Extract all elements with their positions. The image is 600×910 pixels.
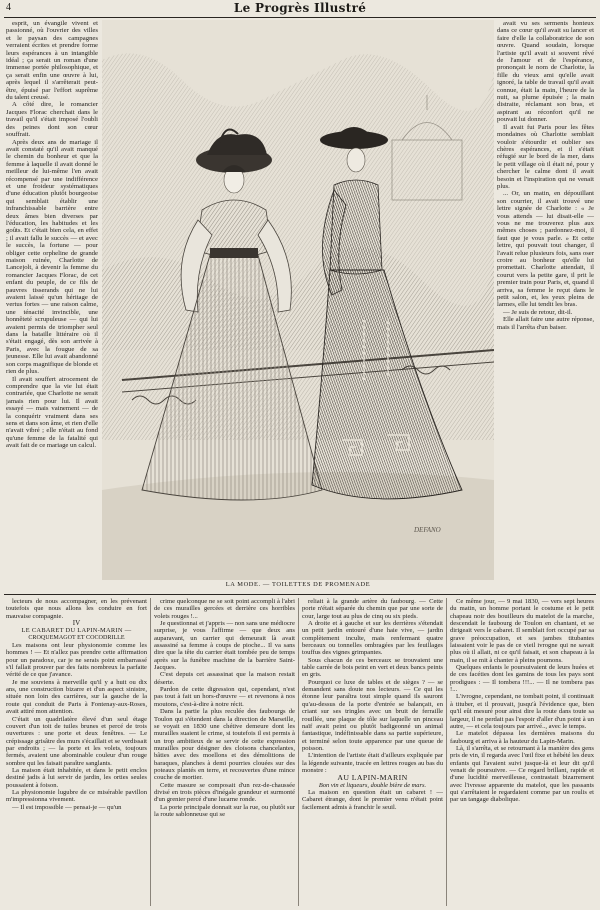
- paragraph: L'intention de l'artiste était d'ailleurs expliquée par la légende suivante, tracée en lettres rouges au bas du monstre :: [302, 752, 443, 774]
- paragraph: La maison était inhabitée, et dans le petit enclos destiné jadis à lui servir de jardin, les orties seules poussaient à foison.: [6, 766, 147, 789]
- paragraph: Je questionnai et j'appris — non sans une médiocre surprise, je vous l'affirme — que deux ans auparavant, un carrier qui demeurait là avait assassiné sa femme à coups de pioche... Il va sans dire que la tête du carrier était tombée peu de temps après sur la funèbre machine de la barrière Saint-Jacques.: [154, 620, 295, 672]
- page-number: 4: [6, 2, 11, 13]
- paragraph: avait vu ses serments honteux dans ce cœur qu'il avait su lancer et faire d'elle la collaboratrice de son œuvre. Quand soudain, lorsque l'artiste qu'il avait si souvent rêvé de l'amour et de l'espérance, prononçait le nom de Charlotte, la fille du vieux ami qu'elle avait ignoré, la table de travail qu'il avait connue, était la main, l'heure de la nuit, sa plume épuisée ; la main distraite, réclamant son bras, et aspirant au réconfort qu'il ne pouvait lui donner.: [497, 20, 594, 124]
- paragraph: ... Or, un matin, en dépouillant son courrier, il avait trouvé une lettre signée de Charlotte : « Je vous attends — lui disait-elle — vous ne me trouverez plus aux mêmes choses ; pardonnez-moi, il faut que je vous parle. » Et cette lettre, qui pouvait tout changer, il l'avait relue plusieurs fois, sans oser croire au bonheur qu'elle lui promettait. Charlotte attendait, il courut vers la petite gare, il prit le premier train pour Paris, et, quand il arriva, sa femme le reçut dans le petit salon, et, les yeux pleins de larmes, elle lui tendit les bras.: [497, 190, 594, 309]
- paragraph: La physionomie lugubre de ce misérable pavillon m'impressionna vivement.: [6, 788, 147, 804]
- paragraph: Les maisons ont leur physionomie comme les hommes ! — Et n'allez pas prendre cette affirmation pour un paradoxe, car je ne serais point embarrassé s'il fallait prouver par des faits nombreux la parfaite vérité de ce que j'avance.: [6, 642, 147, 679]
- newspaper-masthead: Le Progrès Illustré: [233, 1, 367, 15]
- engraving-two-women: [102, 20, 494, 580]
- bottom-column-4: [450, 598, 594, 906]
- right-text-column: [497, 20, 594, 600]
- bottom-column-2: [154, 598, 295, 906]
- top-rule: [4, 17, 596, 18]
- paragraph: A côté dire, le romancier Jacques Florac cherchait dans le travail qu'il s'était imposé l'oubli des peines dont son cœur souffrait.: [6, 101, 98, 139]
- paragraph: La porte principale donnait sur la rue, ou plutôt sur la route sablonneuse qui se: [154, 803, 295, 818]
- paragraph: esprit, un évangile vivent et passionné, où l'ouvrier des villes et le paysan des campagnes verraient écrites et prendre forme leurs espérances à un intangible idéal ; ça serait un roman d'une immense portée philosophique, et ça serait enfin une œuvre à lui, après lequel il s'arrêterait peut-être, épuisé par l'effort suprême du talent creusé.: [6, 20, 98, 102]
- paragraph: A droite et à gauche et sur les derrières s'étendait un petit jardin entouré d'une haie vive, — jardin complètement inculte, mais renfermant quatre berceaux ou tonnelles ombragées par les feuillages touffus des vignes grimpantes.: [302, 620, 443, 657]
- paragraph: Sous chacun de ces berceaux se trouvaient une table carrée de bois peint en vert et deux bancs peints en gris.: [302, 656, 443, 679]
- paragraph: — Je suis de retour, dit-il.: [503, 308, 573, 316]
- artist-signature: DEFANO: [414, 526, 441, 534]
- bottom-column-1: [6, 598, 147, 906]
- paragraph: Pardon de cette digression qui, cependant, n'est pas tout à fait un hors-d'œuvre — et revenons à nos moutons, c'est-à-dire à notre récit.: [154, 686, 295, 708]
- left-text-column: [6, 20, 98, 460]
- paragraph: — Il est impossible — pensai-je — qu'un: [12, 803, 122, 811]
- paragraph: Quelques enfants le poursuivaient de leurs huées et de ces facéties dont les gamins de tous les pays sont prodigues : — Il tombera !!!... — Il ne tombera pas !...: [450, 664, 594, 694]
- paragraph: Il avait souffert atrocement de comprendre que la vie lui était contrariée, que Charlotte ne serait jamais rien pour lui. Il avait essayé — mais vainement — de la conquérir vraiment dans ses sens et dans son âme, et rien d'elle n'avait vibré ; elle n'était au fond qu'une femme de la fatalité qui avait fait de ce mariage un calcul.: [6, 375, 98, 450]
- column-separator: [150, 598, 151, 906]
- section-heading: LE CABARET DU LAPIN-MARIN —: [21, 627, 132, 635]
- paragraph: lecteurs de nous accompagner, en les prévenant toutefois que nous allons les conduire en fort mauvaise compagnie.: [6, 598, 147, 620]
- paragraph: Là, il s'arrêta, et se retournant à la manière des gens pris de vin, il regarda avec l'œil fixe et hébété les deux enfants qui l'avaient suivi jusque-là et leur dit qu'il venait de poursuivre. — Ce regard brillant, rapide et d'une lucidité merveilleuse, contrastait bizarrement avec l'ivresse apparente du matelot, que les passants qui s'arrêtaient le regardaient comme par un roulis et par un tangage diabolique.: [450, 744, 594, 804]
- paragraph: Le matelot dépassa les dernières maisons du faubourg et arriva à la hauteur du Lapin-Marin.: [450, 730, 594, 745]
- paragraph: Ce même jour, — 9 mai 1830, — vers sept heures du matin, un homme portant le costume et le petit chapeau noir des bouilleurs du matelot de la marche, descendait le faubourg de Toulon en chantant, et se dirigeait vers le cabaret. Il semblait fort occupé par sa grave préoccupation, et ses jambes titubantes laissaient voir le pas de ce vieil ivrogne qui ne savait plus où il allait, ni ce qu'il faisait, et son chapeau à la main, il se mit à chanter à pleins poumons.: [450, 598, 594, 664]
- fashion-illustration: [102, 20, 494, 580]
- section-heading: AU LAPIN-MARIN: [337, 773, 408, 783]
- paragraph: La maison en question était un cabaret ! — Cabaret étrange, dont le premier venu n'était point facilement admis à franchir le seuil.: [302, 788, 443, 811]
- section-heading: IV: [72, 619, 81, 628]
- paragraph: reliait à la grande artère du faubourg. — Cette porte n'était séparée du chemin que par une sorte de cour, large tout au plus de cinq ou six pieds.: [302, 598, 443, 620]
- column-separator: [298, 598, 299, 906]
- paragraph: crime quelconque ne se soit point accompli à l'abri de ces murailles gercées et derrière ces horribles volets rouges !...: [154, 598, 295, 620]
- paragraph: C'est depuis cet assassinat que la maison restait déserte.: [154, 671, 295, 686]
- paragraph: Il avait fui Paris pour les fêtes mondaines où Charlotte semblait vouloir s'étourdir et oublier ses chères espérances, et il s'était réfugié sur le bord de la mer, dans le petit village où il était né, pour y chercher le calme dont il avait besoin et l'inspiration qui ne venait plus.: [497, 123, 594, 190]
- section-rule: [4, 594, 596, 595]
- illustration-caption: LA MODE. — TOILETTES DE PROMENADE: [225, 581, 371, 588]
- column-separator: [446, 598, 447, 906]
- paragraph: Je me souviens à merveille qu'il y a huit ou dix ans, une construction bizarre et d'un aspect sinistre, située non loin des carrières, sur la gauche de la route qui conduit de Paris à Fontenay-aux-Roses, avait attiré mon attention.: [6, 678, 147, 716]
- paragraph: Après deux ans de mariage il avait constaté qu'il avait manqué le chemin du bonheur et que la femme à laquelle il avait donné le meilleur de lui-même l'en avait récompensé par une indifférence et une froideur systématiques d'une éducation plutôt bourgeoise qui semblait établir une infranchissable barrière entre deux âmes bien diverses par l'éducation, les habitudes et les goûts. Et c'était bien cela, en effet ; il avait fallu le succès — et avec le succès, la fortune — pour obliger cette orpheline de grande maison ruinée, Charlotte de Lancejolt, à devenir la femme du romancier Jacques Florac, de cet enfant du peuple, de ce fils de pauvres tisserands qui ne lui avaient laissé qu'un héritage de vertus fortes — une raison calme, une ténacité invincible, une honnêteté scrupuleuse — qui lui avaient permis de triompher seul dans la bataille littéraire où il s'était engagé, dès son arrivée à Paris, avec la fougue de sa jeunesse. Elle lui avait abandonné son corps magnifique de blonde et rien de plus.: [6, 138, 98, 376]
- paragraph: C'était un quadrilatère élevé d'un seul étage couvert d'un toit de tuiles brunes et percé de trois ouvertures : une porte et deux fenêtres. — Le crépissage grisâtre des murs s'écaillait et se verdissait par endroits ; — la porte et les volets, toujours fermés, avaient une abominable couleur d'un rouge sombre qui les faisait paraître sanglants.: [6, 715, 147, 767]
- paragraph: Cette masure se composait d'un rez-de-chaussée divisé en trois pièces d'inégale grandeur et surmonté d'un grenier percé d'une lucarne ronde.: [154, 781, 295, 804]
- bottom-column-3: [302, 598, 443, 906]
- paragraph: Elle allait faire une autre réponse, mais il l'arrêta d'un baiser.: [497, 316, 594, 331]
- paragraph: L'ivrogne, cependant, ne tombait point, il continuait à tituber, et il prouvait, jusqu'à l'évidence que, bien qu'il eût mesuré pour ainsi dire la route dans toute sa largeur, il ne perdait pas l'espoir d'aller d'un point à un autre, — et cela toujours par arrivé.., avec le temps.: [450, 693, 594, 730]
- section-heading: CROQUEMAGOT ET COCODRILLE: [28, 634, 125, 641]
- section-heading: Bon vin et liqueurs, double bière de mars.: [318, 781, 427, 789]
- paragraph: Dans la partie la plus reculée des faubourgs de Toulon qui s'étendent dans la direction de Marseille, se voyait en 1830 une chétive demeure dont les murailles suaient le crime, si toutefois il est permis à un trop ambitieux de se servir de cette expression murailles pour désigner des cloisons chancelantes, bâties avec des moellons et des démolitions de baraques, planches à demi pourries clouées sur des poteaux plantés en terre, et recouvertes d'une mince couche de mortier.: [154, 708, 295, 782]
- paragraph: Pourquoi ce luxe de tables et de sièges ? — se demandent sans doute nos lecteurs. — Ce qui les étonne leur paraîtra tout simple quand ils sauront qu'au-dessus de la porte d'entrée se balançait, en criant sur ses tringles avec un bruit de ferraille rouillée, une plaque de tôle sur laquelle un pinceau naïf avait peint ou plutôt badigeonné un animal fantastique, indéfinissable dans sa partie supérieure, et terminé selon toute apparence par une queue de poisson.: [302, 678, 443, 752]
